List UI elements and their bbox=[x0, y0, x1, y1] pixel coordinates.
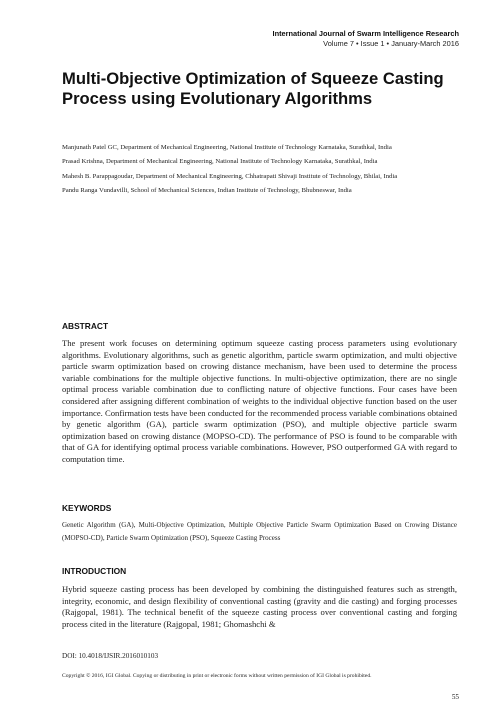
author-affiliation: Manjunath Patel GC, Department of Mechanical Engineering, National Institute of Technology Karnataka, Surathkal, India bbox=[62, 144, 392, 151]
journal-header bbox=[273, 29, 459, 49]
introduction-heading: INTRODUCTION bbox=[62, 566, 127, 576]
author-affiliation: Pandu Ranga Vundavilli, School of Mechanical Sciences, Indian Institute of Technology, Bhubneswar, India bbox=[62, 187, 352, 195]
page-number: 55 bbox=[451, 693, 459, 701]
keywords-heading: KEYWORDS bbox=[62, 503, 112, 513]
journal-issue: Volume 7 • Issue 1 • January-March 2016 bbox=[323, 39, 459, 48]
paper-title: Multi-Objective Optimization of Squeeze Casting Process using Evolutionary Algorithms bbox=[62, 69, 444, 108]
copyright-notice: Copyright © 2016, IGI Global. Copying or distributing in print or electronic forms without written permission of IGI Global is prohibited. bbox=[62, 673, 372, 679]
abstract-body: The present work focuses on determining optimum squeeze casting process parameters using evolutionary algorithms. Evolutionary algorithms, such as genetic algorithm, particle swarm optimization, and multi objective particle swarm optimization based on crowing distance mechanism, have been used to determine the process variable combinations for the multiple objective functions. In multi-objective optimization, there are no single optimal process variable combination due to conflicting nature of objective functions. Four cases have been considered after assigning different combination of weights to the individual objective function based on the user importance. Confirmation tests have been conducted for the recommended process variable combinations obtained by genetic algorithm (GA), particle swarm optimization (PSO), and multiple objective particle swarm optimization based on crowing distance (MOPSO-CD). The performance of PSO is found to be comparable with that of GA for identifying optimal process variable combinations. However, PSO outperformed GA with regard to computation time. bbox=[62, 338, 457, 464]
author-list bbox=[62, 143, 457, 201]
keywords-body: Genetic Algorithm (GA), Multi-Objective Optimization, Multiple Objective Particle Swarm Optimization Based on Crowing Distance (MOPSO-CD), Particle Swarm Optimization (PSO), Squeeze Casting Process bbox=[62, 521, 457, 542]
author-affiliation: Mahesh B. Parappagoudar, Department of Mechanical Engineering, Chhatrapati Shivaji Institute of Technology, Bhilai, India bbox=[62, 172, 398, 180]
author-affiliation: Prasad Krishna, Department of Mechanical Engineering, National Institute of Technology Karnataka, Surathkal, India bbox=[62, 158, 378, 166]
journal-name: International Journal of Swarm Intelligence Research bbox=[272, 29, 459, 38]
introduction-body: Hybrid squeeze casting process has been developed by combining the distinguished features such as strength, integrity, economic, and design flexibility of conventional casting (gravity and die casting) and forging processes (Rajgopal, 1981). The technical benefit of the squeeze casting process over conventional casting and forging process cited in the literature (Rajgopal, 1981; Ghomashchi & bbox=[62, 584, 457, 629]
doi: DOI: 10.4018/IJSIR.2016010103 bbox=[62, 652, 159, 660]
abstract-heading: ABSTRACT bbox=[62, 321, 109, 331]
